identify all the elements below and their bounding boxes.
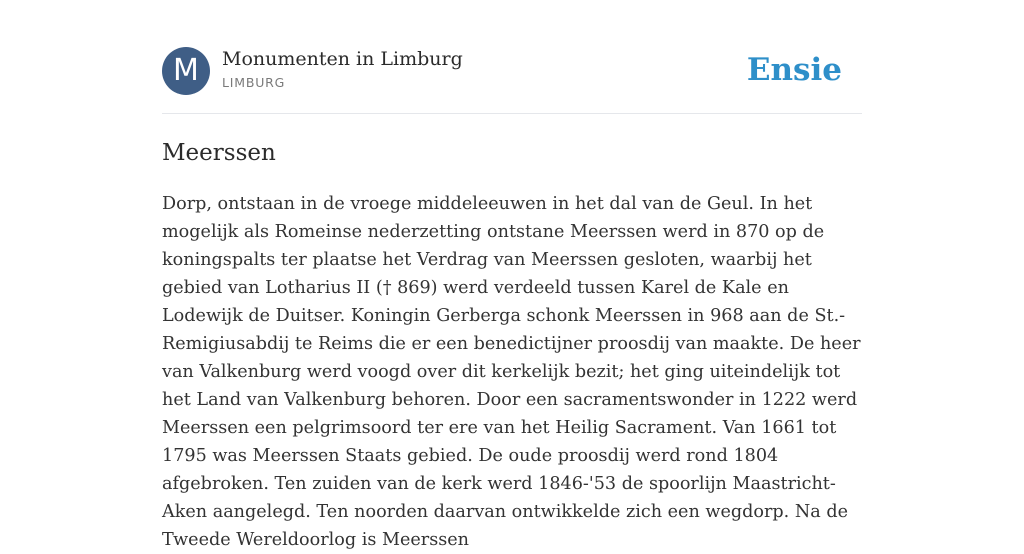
ensie-logo[interactable]: Ensie [746, 52, 842, 88]
collection-avatar[interactable]: M [162, 47, 210, 95]
entry-title: Meerssen [162, 140, 276, 166]
collection-header [162, 47, 862, 114]
collection-title-link[interactable]: Monumenten in Limburg [222, 48, 463, 70]
collection-subtitle: LIMBURG [222, 75, 286, 90]
entry-body: Dorp, ontstaan in de vroege middeleeuwen in het dal van de Geul. In het mogelijk als Romeinse nederzetting ontstane Meerssen werd in 870 op de koningspalts ter plaatse het Verdrag van Meerssen gesloten, waarbij het gebied van Lotharius II († 869) werd verdeeld tussen Karel de Kale en Lodewijk de Duitser. Koningin Gerberga schonk Meerssen in 968 aan de St.-Remigiusabdij te Reims die er een benedictijner proosdij van maakte. De heer van Valkenburg werd voogd over dit kerkelijk bezit; het ging uiteindelijk tot het Land van Valkenburg behoren. Door een sacramentswonder in 1222 werd Meerssen een pelgrimsoord ter ere van het Heilig Sacrament. Van 1661 tot 1795 was Meerssen Staats gebied. De oude proosdij werd rond 1804 afgebroken. Ten zuiden van de kerk werd 1846-'53 de spoorlijn Maastricht-Aken aangelegd. Ten noorden daarvan ontwikkelde zich een wegdorp. Na de Tweede Wereldoorlog is Meerssen [162, 194, 861, 550]
